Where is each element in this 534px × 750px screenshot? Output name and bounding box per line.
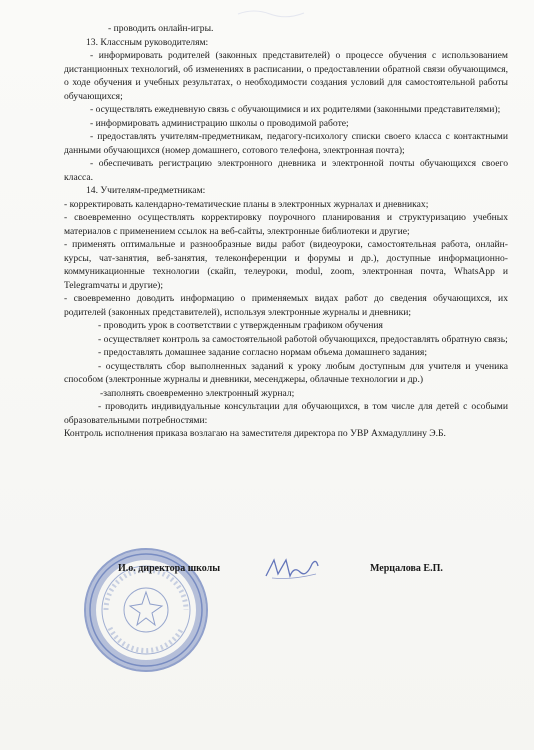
paragraph: - применять оптимальные и разнообразные виды работ (видеоуроки, самостоятельная работа, онлайн-курсы, чат-занятия, веб-занятия, телеконференции и форумы и др.), доступные информационно-коммуникационные технологии (скайп, телеуроки, modul, zoom, электронная почта, WhatsApp и Telegramчаты и другие); <box>64 239 508 291</box>
paragraph: - предоставлять домашнее задание согласно нормам объема домашнего задания; <box>98 347 428 358</box>
paragraph: - проводить урок в соответствии с утвержденным графиком обучения <box>98 320 383 331</box>
paragraph: - информировать администрацию школы о проводимой работе; <box>90 117 349 129</box>
paragraph: - информировать родителей (законных представителей) о процессе обучения с использованием дистанционных технологий, об изменениях в расписании, о предоставлении обратной связи обучающимся, о ходе обучения и учебных результатах, о необходимости создания условий для самостоятельной работы обучающихся; <box>64 50 508 102</box>
paragraph: 13. Классным руководителям: <box>86 36 209 48</box>
document-body <box>64 22 508 441</box>
paragraph: -заполнять своевременно электронный журнал; <box>100 387 295 399</box>
closing-paragraph: Контроль исполнения приказа возлагаю на заместителя директора по УВР Ахмадуллину Э.Б. <box>64 428 446 439</box>
signature-block <box>0 548 534 668</box>
paragraph: - своевременно осуществлять корректировку поурочного планирования и структуризацию учебных материалов с применением ссылок на веб-сайты, электронные библиотеки и другие; <box>64 212 508 237</box>
paragraph: - обеспечивать регистрацию электронного дневника и электронной почты обучающихся своего класса. <box>64 158 508 183</box>
signatory-name: Мерцалова Е.П. <box>370 563 443 574</box>
paragraph: - осуществлять ежедневную связь с обучающимися и их родителями (законными представителями); <box>90 104 501 115</box>
signatory-title: И.о. директора школы <box>118 563 221 574</box>
faint-stamp-mark <box>236 6 306 20</box>
paragraph: - осуществлять сбор выполненных заданий к уроку любым доступным для учителя и ученика способом (электронные журналы и дневники, месенджеры, облачные технологии и др.) <box>64 360 508 385</box>
paragraph: 14. Учителям-предметникам: <box>86 185 206 196</box>
paragraph: - осуществляет контроль за самостоятельной работой обучающихся, предоставлять обратную связь; <box>98 333 508 345</box>
handwritten-signature <box>262 554 322 584</box>
paragraph: - своевременно доводить информацию о применяемых видах работ до сведения обучающихся, их родителей (законных представителей), используя электронные журналы и дневники; <box>64 293 508 318</box>
paragraph: - предоставлять учителям-предметникам, педагогу-психологу списки своего класса с контактными данными обучающихся (номер домашнего, сотового телефона, электронная почта); <box>64 131 508 156</box>
paragraph: - корректировать календарно-тематические планы в электронных журналах и дневниках; <box>64 198 429 210</box>
paragraph: - проводить онлайн-игры. <box>108 23 214 34</box>
paragraph: - проводить индивидуальные консультации для обучающихся, в том числе для детей с особыми образовательными потребностями: <box>64 401 508 426</box>
